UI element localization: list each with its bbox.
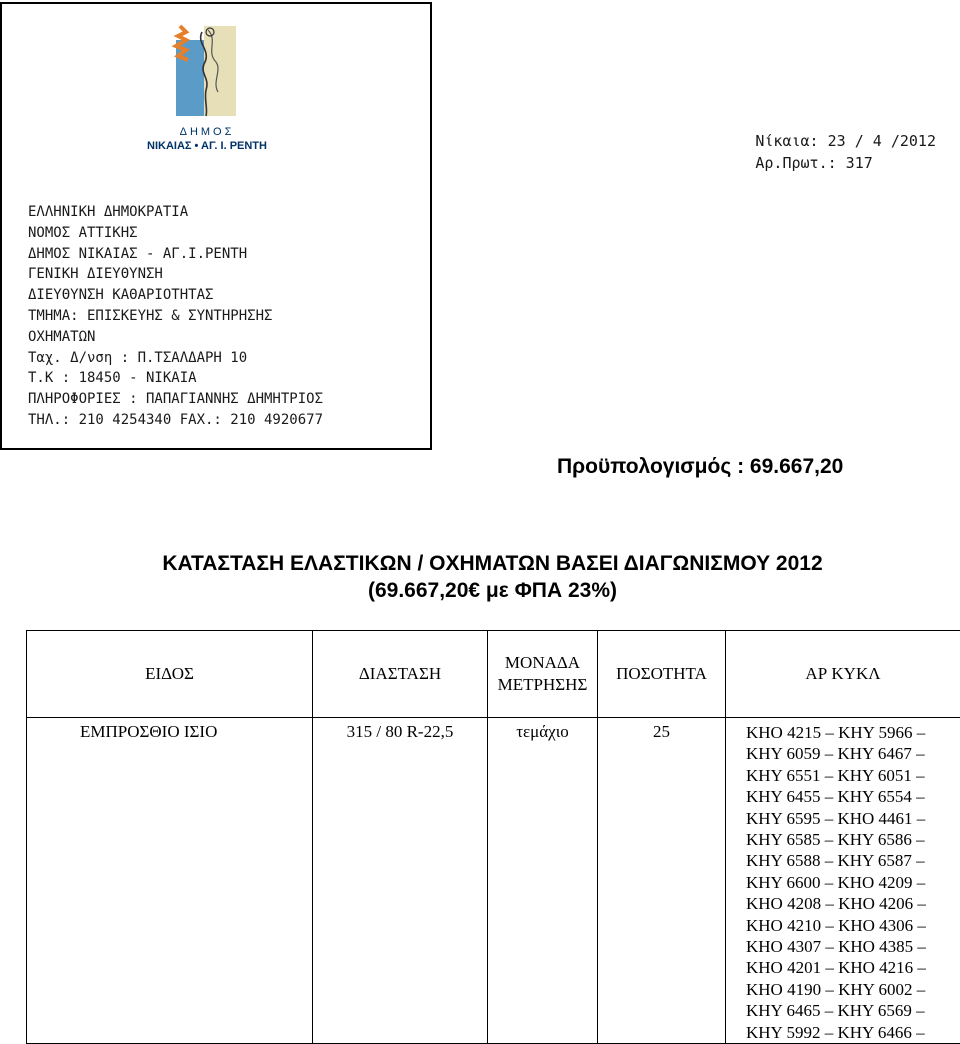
title-line-2: (69.667,20€ με ΦΠΑ 23%) — [0, 577, 960, 604]
page-title — [0, 550, 960, 604]
header-plates: ΑΡ ΚΥΚΛ — [726, 631, 960, 718]
address-line: ΔΗΜΟΣ ΝΙΚΑΙΑΣ - ΑΓ.Ι.ΡΕΝΤΗ — [28, 244, 323, 265]
plate-line: ΚΗΥ 6059 – ΚΗΥ 6467 – — [746, 743, 960, 764]
cell-unit: τεμάχιο — [488, 718, 598, 1044]
address-line: ΤΜΗΜΑ: ΕΠΙΣΚΕΥΗΣ & ΣΥΝΤΗΡΗΣΗΣ — [28, 306, 323, 327]
header-dimension: ΔΙΑΣΤΑΣΗ — [313, 631, 488, 718]
header-unit-line-1: ΜΟΝΑΔΑ — [488, 652, 597, 674]
address-line: ΝΟΜΟΣ ΑΤΤΙΚΗΣ — [28, 223, 323, 244]
header-kind: ΕΙΔΟΣ — [27, 631, 313, 718]
plate-line: ΚΗΥ 6455 – ΚΗΥ 6554 – — [746, 786, 960, 807]
letterhead-box — [0, 2, 432, 450]
plate-line: ΚΗΥ 6551 – ΚΗΥ 6051 – — [746, 765, 960, 786]
cell-dimension: 315 / 80 R-22,5 — [313, 718, 488, 1044]
logo-emblem-icon — [166, 20, 238, 118]
sender-address — [28, 202, 323, 431]
plate-line: ΚΗΥ 5992 – ΚΗΥ 6466 – — [746, 1022, 960, 1043]
date-protocol-block — [755, 130, 936, 174]
plate-line: ΚΗΟ 4215 – ΚΗΥ 5966 – — [746, 722, 960, 743]
address-line: ΔΙΕΥΘΥΝΣΗ ΚΑΘΑΡΙΟΤΗΤΑΣ — [28, 285, 323, 306]
table-row — [27, 718, 960, 1044]
cell-plates — [726, 718, 960, 1044]
plate-line: ΚΗΥ 6465 – ΚΗΥ 6569 – — [746, 1000, 960, 1021]
header-quantity: ΠΟΣΟΤΗΤΑ — [598, 631, 726, 718]
title-line-1: ΚΑΤΑΣΤΑΣΗ ΕΛΑΣΤΙΚΩΝ / ΟΧΗΜΑΤΩΝ ΒΑΣΕΙ ΔΙΑΓΩΝΙΣΜΟΥ 2012 — [0, 550, 960, 577]
address-line: ΤΗΛ.: 210 4254340 FAX.: 210 4920677 — [28, 410, 323, 431]
document-date: Νίκαια: 23 / 4 /2012 — [755, 130, 936, 152]
address-line: Ταχ. Δ/νση : Π.ΤΣΑΛΔΑΡΗ 10 — [28, 348, 323, 369]
plate-line: ΚΗΟ 4190 – ΚΗΥ 6002 – — [746, 979, 960, 1000]
plate-line: ΚΗΟ 4210 – ΚΗΟ 4306 – — [746, 915, 960, 936]
header-unit — [488, 631, 598, 718]
budget-amount: Προϋπολογισμός : 69.667,20 — [557, 455, 843, 479]
address-line: ΓΕΝΙΚΗ ΔΙΕΥΘΥΝΣΗ — [28, 264, 323, 285]
plate-line: ΚΗΥ 6600 – ΚΗΟ 4209 – — [746, 872, 960, 893]
table-header-row — [27, 631, 960, 718]
logo-small-text: ΔΗΜΟΣ — [132, 126, 282, 138]
address-line: ΟΧΗΜΑΤΩΝ — [28, 327, 323, 348]
plate-line: ΚΗΟ 4307 – ΚΗΟ 4385 – — [746, 936, 960, 957]
tires-table — [26, 630, 960, 1044]
cell-kind: ΕΜΠΡΟΣΘΙΟ ΙΣΙΟ — [27, 718, 313, 1044]
address-line: ΕΛΛΗΝΙΚΗ ΔΗΜΟΚΡΑΤΙΑ — [28, 202, 323, 223]
municipality-logo — [132, 20, 292, 160]
plate-line: ΚΗΟ 4208 – ΚΗΟ 4206 – — [746, 893, 960, 914]
header-unit-line-2: ΜΕΤΡΗΣΗΣ — [488, 674, 597, 696]
plate-line: ΚΗΥ 6585 – ΚΗΥ 6586 – — [746, 829, 960, 850]
plate-line: ΚΗΟ 4201 – ΚΗΟ 4216 – — [746, 957, 960, 978]
plate-line: ΚΗΥ 6595 – ΚΗΟ 4461 – — [746, 808, 960, 829]
address-line: ΠΛΗΡΟΦΟΡΙΕΣ : ΠΑΠΑΓΙΑΝΝΗΣ ΔΗΜΗΤΡΙΟΣ — [28, 389, 323, 410]
plate-line: ΚΗΥ 6588 – ΚΗΥ 6587 – — [746, 850, 960, 871]
address-line: Τ.Κ : 18450 - ΝΙΚΑΙΑ — [28, 368, 323, 389]
cell-quantity: 25 — [598, 718, 726, 1044]
logo-main-text: ΝΙΚΑΙΑΣ • ΑΓ. Ι. ΡΕΝΤΗ — [132, 140, 282, 152]
protocol-number: Αρ.Πρωτ.: 317 — [755, 152, 936, 174]
